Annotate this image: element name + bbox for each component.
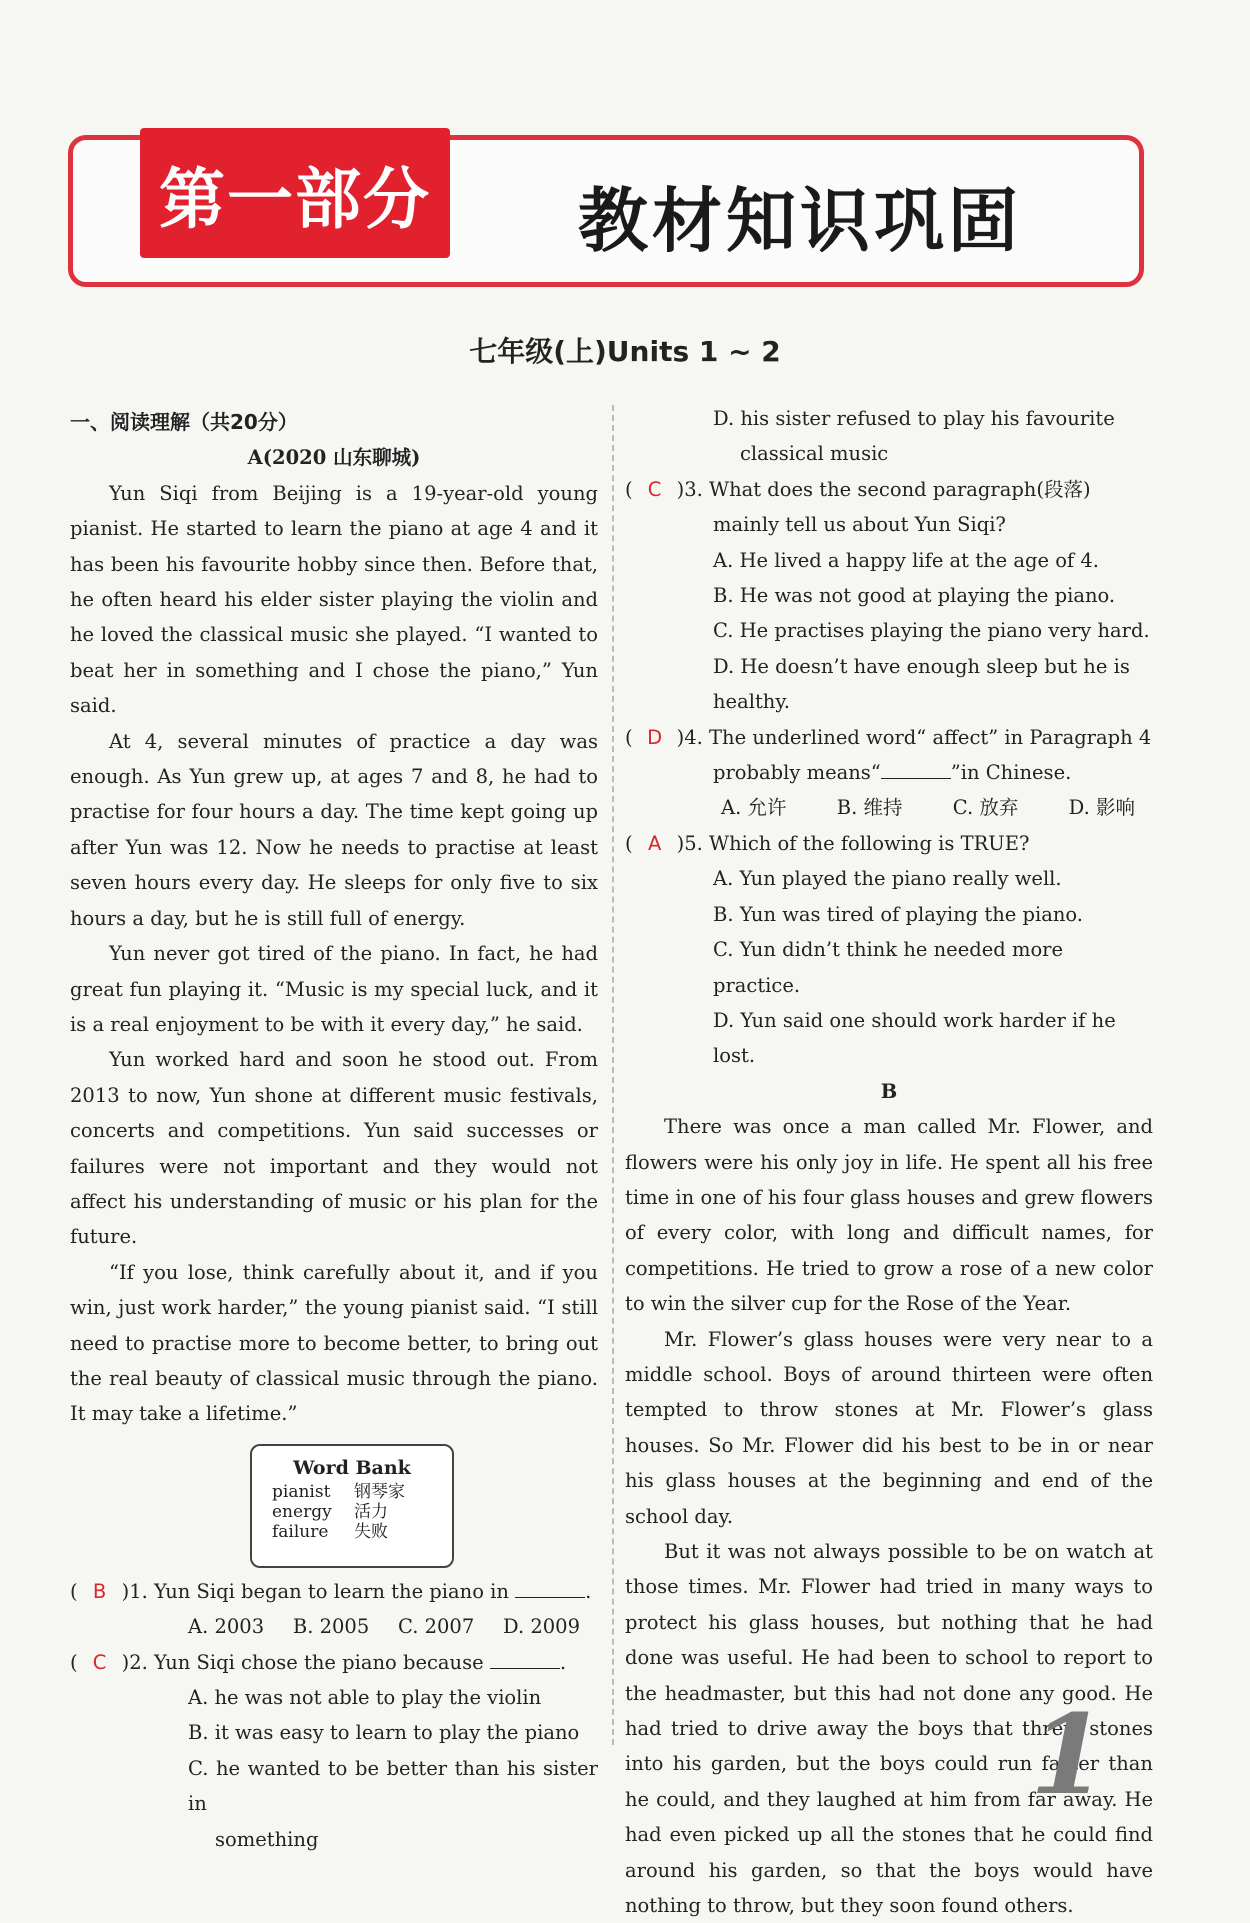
passage-b-paragraph: There was once a man called Mr. Flower, and flowers were his only joy in life. He spent all his free time in one of his four glass houses and grew flowers of every color, with long and difficult names, for competitions. He tried to grow a rose of a new color to win the silver cup for the Rose of the Year. — [625, 1115, 1153, 1316]
answer-mark: D — [647, 725, 663, 749]
option: A. He lived a happy life at the age of 4. — [713, 548, 1099, 572]
unit-heading: 七年级(上)Units 1 ~ 2 — [469, 335, 781, 368]
answer-mark: C — [92, 1650, 107, 1674]
option: D. his sister refused to play his favourite classical music — [713, 407, 1115, 466]
word-bank — [250, 1444, 454, 1568]
option: B. Yun was tired of playing the piano. — [713, 902, 1083, 926]
passage-b-paragraph: But it was not always possible to be on watch at those times. Mr. Flower had tried in many ways to protect his glass houses, but nothing that he had done was useful. He had been to school to report to the headmaster, but this had not done any good. He had tried to drive away the boys that threw stones into his garden, but the boys could run faster than he could, and they laughed at him from far away. He had even picked up all the stones that he could find around his garden, so that the boys would have nothing to throw, but they soon found others. — [625, 1540, 1153, 1918]
word-bank-entry: energy 活力 — [272, 1501, 388, 1522]
banner-title: 教材知识巩固 — [578, 179, 1022, 262]
passage-a-paragraph: At 4, several minutes of practice a day was enough. As Yun grew up, at ages 7 and 8, he had to practise for four hours a day. The time kept going up after Yun was 12. Now he needs to practise at least seven hours every day. He sleeps for only five to six hours a day, but he is still full of energy. — [70, 729, 598, 930]
question-3: ( C )3. What does the second paragraph(段落) mainly tell us about Yun Siqi? — [625, 472, 1153, 543]
left-column — [70, 405, 598, 1857]
passage-a-paragraph: Yun never got tired of the piano. In fact, he had great fun playing it. “Music is my special luck, and it is a real enjoyment to be with it every day,” he said. — [70, 942, 598, 1036]
question-5: ( A )5. Which of the following is TRUE? — [625, 826, 1153, 861]
passage-a-paragraph: Yun Siqi from Beijing is a 19-year-old young pianist. He started to learn the piano at age 4 and it has been his favourite hobby since then. Before that, he often heard his elder sister playing the violin and he loved the classical music she played. “I wanted to beat her in something and I chose the piano,” Yun said. — [70, 481, 598, 718]
option: B. it was easy to learn to play the piano — [188, 1721, 580, 1745]
question-1-options: A. 2003 B. 2005 C. 2007 D. 2009 — [188, 1615, 580, 1639]
answer-mark: B — [92, 1579, 107, 1603]
section-title: 一、阅读理解（共20分） — [70, 410, 298, 434]
column-divider — [612, 405, 614, 1745]
passage-a-paragraph: Yun worked hard and soon he stood out. From 2013 to now, Yun shone at different music festivals, concerts and competitions. Yun said successes or failures were not important and they would not affect his understanding of music or his plan for the future. — [70, 1048, 598, 1249]
question-4-options: A. 允许 B. 维持 C. 放弃 D. 影响 — [721, 796, 1135, 820]
option: D. He doesn’t have enough sleep but he is healthy. — [713, 654, 1130, 714]
answer-blank — [490, 1648, 560, 1669]
option: B. He was not good at playing the piano. — [713, 584, 1116, 608]
passage-b-paragraph: Mr. Flower’s glass houses were very near to a middle school. Boys of around thirteen were often tempted to throw stones at Mr. Flower’s glass houses. So Mr. Flower did his best to be in or near his glass houses at the beginning and end of the school day. — [625, 1327, 1153, 1528]
passage-b-label: B — [880, 1079, 898, 1103]
option: C. Yun didn’t think he needed more practice. — [713, 938, 1064, 997]
word-bank-entry: pianist 钢琴家 — [272, 1481, 405, 1502]
answer-mark: C — [647, 477, 662, 501]
answer-blank — [515, 1577, 585, 1598]
word-bank-entry: failure 失败 — [272, 1521, 388, 1542]
option: D. Yun said one should work harder if he lost. — [713, 1008, 1116, 1068]
question-2: ( C )2. Yun Siqi chose the piano because . — [70, 1645, 598, 1680]
option: C. He practises playing the piano very hard. — [713, 619, 1150, 643]
passage-a-paragraph: “If you lose, think carefully about it, and if you win, just work harder,” the young pianist said. “I still need to practise more to become better, to bring out the real beauty of classical music through the piano. It may take a lifetime.” — [70, 1260, 598, 1426]
passage-a-label: A(2020 山东聊城) — [247, 446, 421, 470]
option: A. he was not able to play the violin — [188, 1686, 542, 1709]
option: C. he wanted to be better than his sister in something — [188, 1756, 598, 1851]
question-4: ( D )4. The underlined word“ affect” in Paragraph 4 probably means“ ”in Chinese. — [625, 720, 1153, 791]
question-1: ( B )1. Yun Siqi began to learn the piano in . — [70, 1574, 598, 1609]
answer-blank — [881, 758, 951, 779]
page-number: 1 — [1030, 1690, 1107, 1819]
part-label: 第一部分 — [159, 160, 431, 238]
answer-mark: A — [647, 831, 662, 855]
option: A. Yun played the piano really well. — [713, 867, 1062, 891]
word-bank-title: Word Bank — [293, 1456, 411, 1479]
